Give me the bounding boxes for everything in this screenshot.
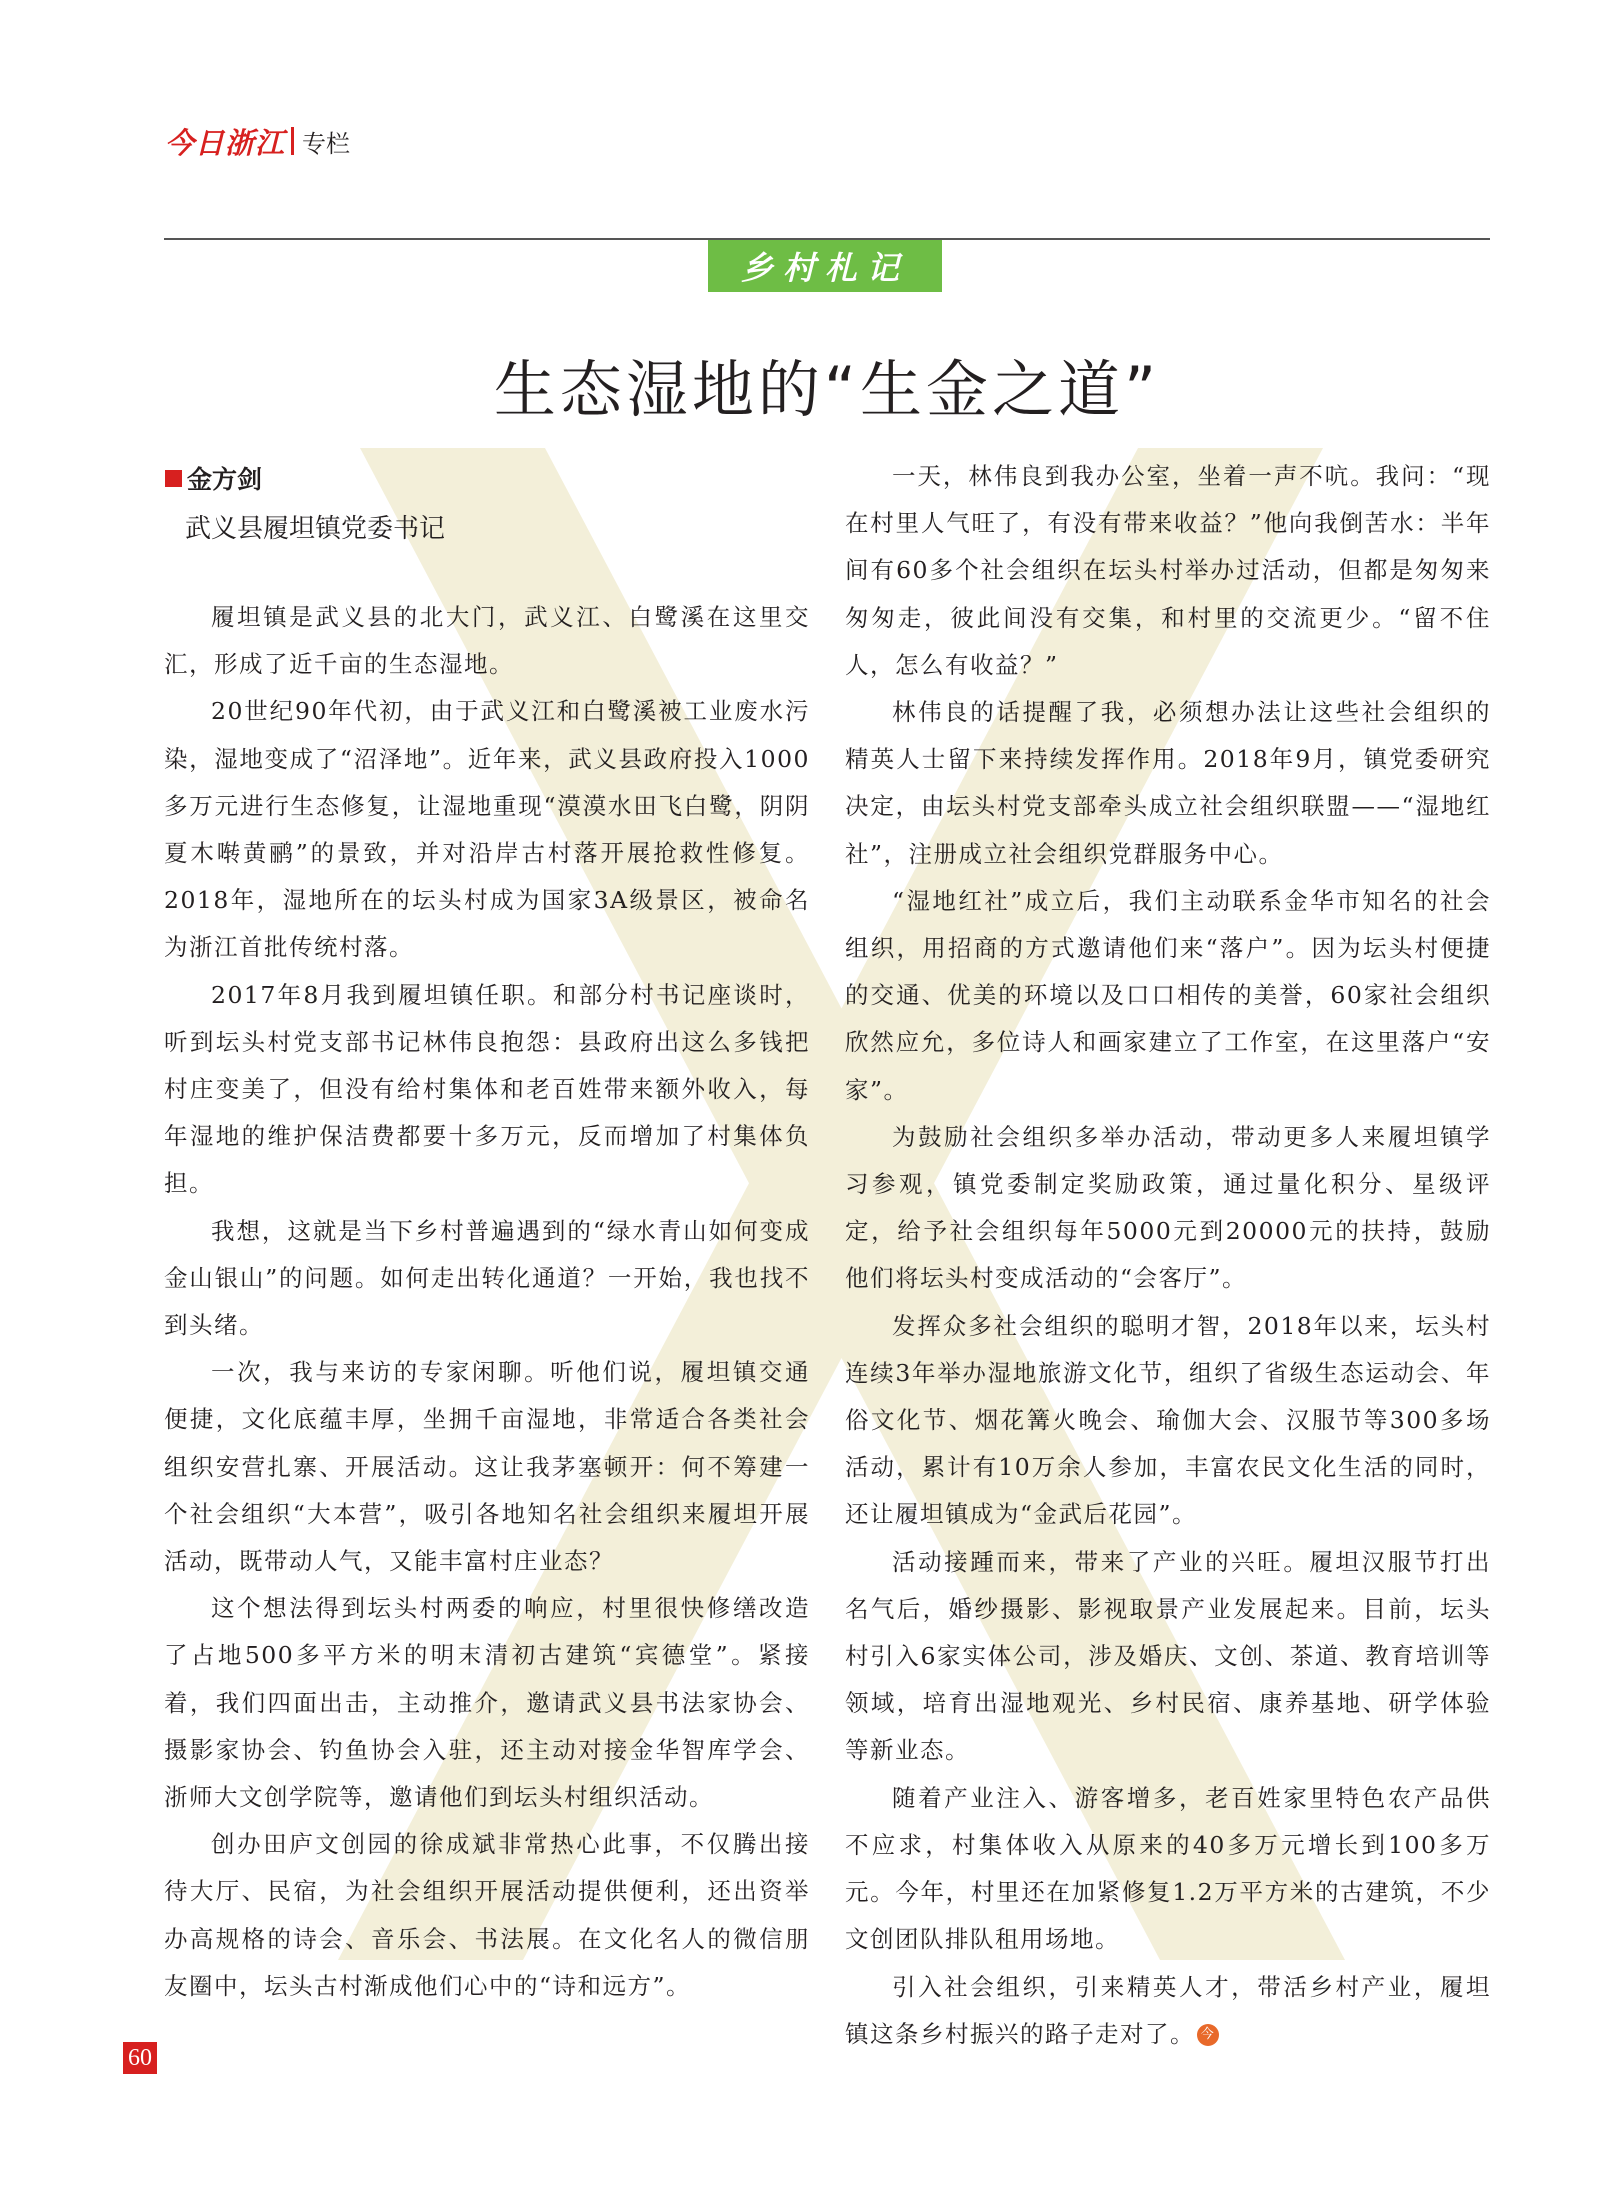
paragraph: 林伟良的话提醒了我，必须想办法让这些社会组织的精英人士留下来持续发挥作用。2018年9月，镇党委研究决定，由坛头村党支部牵头成立社会组织联盟——“湿地红社”，注册成立社会组织党群服务中心。 xyxy=(845,698,1491,868)
paragraph: 这个想法得到坛头村两委的响应，村里很快修缮改造了占地500多平方米的明末清初古建筑“宾德堂”。紧接着，我们四面出击，主动推介，邀请武义县书法家协会、摄影家协会、钓鱼协会入驻，还主动对接金华智库学会、浙师大文创学院等，邀请他们到坛头村组织活动。 xyxy=(164,1594,810,1812)
author-marker-icon xyxy=(165,470,182,487)
paragraph: 创办田庐文创园的徐成斌非常热心此事，不仅腾出接待大厅、民宿，为社会组织开展活动提供便利，还出资举办高规格的诗会、音乐会、书法展。在文化名人的微信朋友圈中，坛头古村渐成他们心中的“诗和远方”。 xyxy=(164,1830,810,2000)
paragraph: 活动接踵而来，带来了产业的兴旺。履坦汉服节打出名气后，婚纱摄影、影视取景产业发展起来。目前，坛头村引入6家实体公司，涉及婚庆、文创、茶道、教育培训等领域，培育出湿地观光、乡村民宿、康养基地、研学体验等新业态。 xyxy=(845,1547,1491,1765)
paragraph: 20世纪90年代初，由于武义江和白鹭溪被工业废水污染，湿地变成了“沼泽地”。近年来，武义县政府投入1000多万元进行生态修复，让湿地重现“漠漠水田飞白鹭，阴阴夏木啭黄鹂”的景致，并对沿岸古村落开展抢救性修复。2018年，湿地所在的坛头村成为国家3A级景区，被命名为浙江首批传统村落。 xyxy=(164,697,810,962)
page-number: 60 xyxy=(123,2042,157,2074)
paragraph: 发挥众多社会组织的聪明才智，2018年以来，坛头村连续3年举办湿地旅游文化节，组织了省级生态运动会、年俗文化节、烟花篝火晚会、瑜伽大会、汉服节等300多场活动，累计有10万余人参加，丰富农民文化生活的同时，还让履坦镇成为“金武后花园”。 xyxy=(845,1311,1491,1529)
masthead-divider xyxy=(291,127,294,155)
right-column xyxy=(845,453,1491,2058)
paragraph: 一次，我与来访的专家闲聊。听他们说，履坦镇交通便捷，文化底蕴丰厚，坐拥千亩湿地，非常适合各类社会组织安营扎寨、开展活动。这让我茅塞顿开：何不筹建一个社会组织“大本营”，吸引各地知名社会组织来履坦开展活动，既带动人气，又能丰富村庄业态？ xyxy=(164,1358,810,1576)
article-title: 生态湿地的“生金之道” xyxy=(493,353,1161,426)
left-column xyxy=(164,594,810,2010)
end-mark-icon: 今 xyxy=(1197,2024,1219,2046)
author-name: 金方剑 xyxy=(187,465,263,494)
paragraph: 为鼓励社会组织多举办活动，带动更多人来履坦镇学习参观，镇党委制定奖励政策，通过量化积分、星级评定，给予社会组织每年5000元到20000元的扶持，鼓励他们将坛头村变成活动的“会客厅”。 xyxy=(845,1122,1491,1293)
column-label: 专栏 xyxy=(302,129,351,158)
brand-logo: 今日浙江 xyxy=(165,125,286,160)
paragraph: 2017年8月我到履坦镇任职。和部分村书记座谈时，听到坛头村党支部书记林伟良抱怨：县政府出这么多钱把村庄变美了，但没有给村集体和老百姓带来额外收入，每年湿地的维护保洁费都要十多万元，反而增加了村集体负担。 xyxy=(164,980,810,1198)
author-byline xyxy=(165,460,262,496)
section-tag: 乡村札记 xyxy=(708,240,942,292)
paragraph-final xyxy=(845,1964,1491,2058)
paragraph: 履坦镇是武义县的北大门，武义江、白鹭溪在这里交汇，形成了近千亩的生态湿地。 xyxy=(164,603,810,679)
final-paragraph-text: 引入社会组织，引来精英人才，带活乡村产业，履坦镇这条乡村振兴的路子走对了。 xyxy=(845,1972,1491,2048)
paragraph: 一天，林伟良到我办公室，坐着一声不吭。我问：“现在村里人气旺了，有没有带来收益？”他向我倒苦水：半年间有60多个社会组织在坛头村举办过活动，但都是匆匆来匆匆走，彼此间没有交集，和村里的交流更少。“留不住人，怎么有收益？” xyxy=(845,462,1491,679)
masthead xyxy=(165,118,350,164)
author-position: 武义县履坦镇党委书记 xyxy=(185,514,446,544)
paragraph: “湿地红社”成立后，我们主动联系金华市知名的社会组织，用招商的方式邀请他们来“落户”。因为坛头村便捷的交通、优美的环境以及口口相传的美誉，60家社会组织欣然应允，多位诗人和画家建立了工作室，在这里落户“安家”。 xyxy=(845,886,1491,1104)
paragraph: 我想，这就是当下乡村普遍遇到的“绿水青山如何变成金山银山”的问题。如何走出转化通道？一开始，我也找不到头绪。 xyxy=(164,1216,810,1340)
paragraph: 随着产业注入、游客增多，老百姓家里特色农产品供不应求，村集体收入从原来的40多万元增长到100多万元。今年，村里还在加紧修复1.2万平方米的古建筑，不少文创团队排队租用场地。 xyxy=(845,1783,1491,1954)
